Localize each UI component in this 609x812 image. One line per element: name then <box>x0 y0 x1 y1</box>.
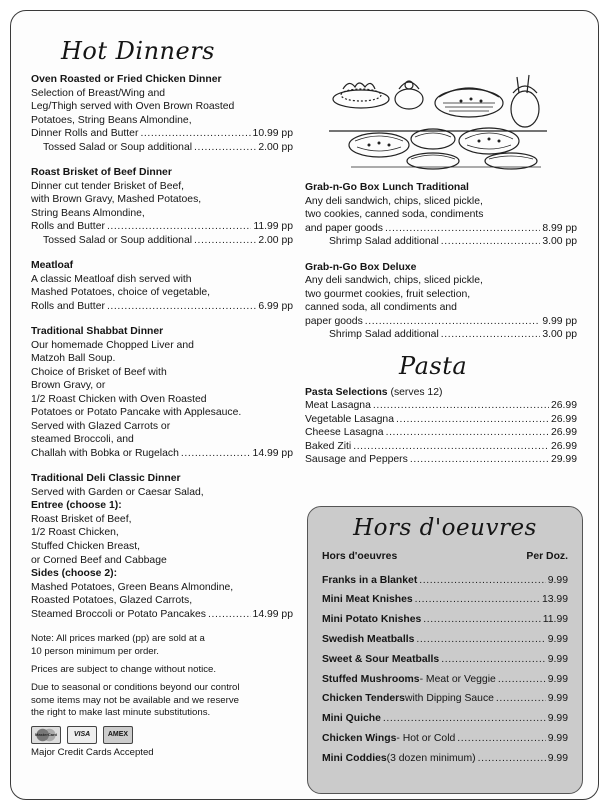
menu-item-deli <box>31 472 293 621</box>
mastercard-icon <box>31 726 61 744</box>
price-row <box>31 127 293 141</box>
addon-label: Tossed Salad or Soup additional <box>43 141 193 153</box>
item-desc: 1/2 Roast Chicken, <box>31 527 119 539</box>
addon-price: 2.00 pp <box>258 141 293 153</box>
leader-dots <box>419 574 545 588</box>
addon-row <box>305 328 577 342</box>
hors-doeuvres-title: Hors d'oeuvres <box>353 515 537 541</box>
item-desc: steamed Broccoli, and <box>31 434 134 446</box>
leader-dots <box>441 328 541 342</box>
leader-dots <box>385 222 540 236</box>
item-desc: Stuffed Chicken Breast, <box>31 540 140 552</box>
menu-item-meatloaf <box>31 259 293 313</box>
hors-doeuvres-list <box>308 550 582 765</box>
pasta-subtitle: Pasta Selections <box>305 386 388 398</box>
pasta-name: Baked Ziti <box>305 440 352 452</box>
notes <box>31 633 293 759</box>
price: 14.99 pp <box>252 608 293 620</box>
item-desc: Selection of Breast/Wing and <box>31 87 165 99</box>
list-item <box>322 692 568 706</box>
item-desc: with Brown Gravy, Mashed Potatoes, <box>31 194 202 206</box>
menu-item-box-lunch-traditional <box>305 181 577 249</box>
hors-price: 13.99 <box>541 594 568 606</box>
item-desc: Choice of Brisket of Beef with <box>31 366 167 378</box>
note-line: some items may not be available and we reserve <box>31 694 239 706</box>
leader-dots <box>107 220 251 234</box>
item-desc: Roast Brisket of Beef, <box>31 513 132 525</box>
leader-dots <box>496 692 546 706</box>
list-item <box>322 574 568 588</box>
entree-label: Entree (choose 1): <box>31 500 122 512</box>
leader-dots <box>423 613 540 627</box>
leader-dots <box>415 593 540 607</box>
leader-dots <box>365 315 541 329</box>
item-desc: Our homemade Chopped Liver and <box>31 339 194 351</box>
price: 6.99 pp <box>258 300 293 312</box>
price: 14.99 pp <box>252 447 293 459</box>
item-title: Grab-n-Go Box Lunch Traditional <box>305 182 469 193</box>
leader-dots <box>457 732 545 746</box>
cards-accepted-label: Major Credit Cards Accepted <box>31 746 154 758</box>
note-line: Due to seasonal or conditions beyond our control <box>31 682 240 694</box>
buffet-platters-illustration <box>321 69 553 177</box>
hors-extra: - Meat or Veggie <box>419 673 496 685</box>
pasta-section <box>305 386 577 467</box>
list-item <box>305 413 577 427</box>
price-row <box>31 447 293 461</box>
list-item <box>322 712 568 726</box>
list-item <box>322 613 568 627</box>
item-desc: String Beans Almondine, <box>31 207 145 219</box>
right-column <box>305 181 577 479</box>
leader-dots <box>383 712 546 726</box>
item-desc: Potatoes or Potato Pancake with Applesauce. <box>31 407 242 419</box>
leader-dots <box>194 234 256 248</box>
leader-dots <box>441 235 541 249</box>
item-desc: Any deli sandwich, chips, sliced pickle, <box>305 195 483 207</box>
hors-price: 9.99 <box>547 633 568 645</box>
item-desc: Served with Glazed Carrots or <box>31 420 171 432</box>
item-title: Grab-n-Go Box Deluxe <box>305 261 417 273</box>
item-desc: Brown Gravy, or <box>31 380 106 392</box>
addon-label: Shrimp Salad additional <box>329 329 439 341</box>
hors-extra: - Hot or Cold <box>396 733 456 745</box>
item-title: Meatloaf <box>31 260 74 272</box>
pasta-title: Pasta <box>399 351 468 380</box>
pasta-price: 26.99 <box>550 413 577 425</box>
list-item <box>322 593 568 607</box>
list-item <box>305 426 577 440</box>
item-desc: Mashed Potatoes, Green Beans Almondine, <box>31 581 234 593</box>
list-item <box>305 399 577 413</box>
note-line: Note: All prices marked (pp) are sold at a <box>31 633 205 645</box>
item-desc: Any deli sandwich, chips, sliced pickle, <box>305 275 483 287</box>
leader-dots <box>498 673 546 687</box>
item-title: Roast Brisket of Beef Dinner <box>31 167 172 179</box>
leader-dots <box>396 413 549 427</box>
hors-name: Mini Coddies <box>322 752 387 764</box>
list-item <box>322 752 568 766</box>
hors-col-name: Hors d'oeuvres <box>322 551 398 562</box>
hors-name: Franks in a Blanket <box>322 574 418 586</box>
hors-name: Mini Potato Knishes <box>322 614 422 626</box>
price-row <box>305 222 577 236</box>
item-desc: Roasted Potatoes, Glazed Carrots, <box>31 595 193 607</box>
price-label: Rolls and Butter <box>31 221 105 233</box>
item-desc: A classic Meatloaf dish served with <box>31 273 192 285</box>
pasta-name: Cheese Lasagna <box>305 427 384 439</box>
item-desc: two gourmet cookies, fruit selection, <box>305 288 471 300</box>
hors-name: Sweet & Sour Meatballs <box>322 653 440 665</box>
menu-item-shabbat <box>31 325 293 460</box>
pasta-price: 26.99 <box>550 400 577 412</box>
item-desc: two cookies, canned soda, condiments <box>305 209 484 221</box>
hors-header-row <box>322 550 568 564</box>
hors-price: 11.99 <box>542 614 568 626</box>
hors-doeuvres-panel <box>307 506 583 794</box>
pasta-name: Sausage and Peppers <box>305 454 408 466</box>
leader-dots <box>478 752 546 766</box>
leader-dots <box>386 426 549 440</box>
list-item <box>322 732 568 746</box>
pasta-price: 26.99 <box>550 427 577 439</box>
addon-price: 2.00 pp <box>258 234 293 246</box>
leader-dots <box>208 608 251 622</box>
note-minimum <box>31 633 293 658</box>
leader-dots <box>441 653 546 667</box>
hors-extra: (3 dozen minimum) <box>386 752 476 764</box>
pasta-name: Vegetable Lasagna <box>305 413 394 425</box>
item-title: Oven Roasted or Fried Chicken Dinner <box>31 74 222 85</box>
item-desc: Served with Garden or Caesar Salad, <box>31 486 204 498</box>
list-item <box>305 453 577 467</box>
leader-dots <box>373 399 549 413</box>
item-desc: Potatoes, String Beans Almondine, <box>31 114 192 126</box>
hors-name: Chicken Tenders <box>322 693 405 705</box>
addon-row <box>31 234 293 248</box>
note-line: 10 person minimum per order. <box>31 645 159 657</box>
item-title: Traditional Shabbat Dinner <box>31 326 164 338</box>
price: 11.99 pp <box>253 221 293 233</box>
leader-dots <box>410 453 549 467</box>
price: 9.99 pp <box>542 315 577 327</box>
item-desc: canned soda, all condiments and <box>305 302 457 314</box>
list-item <box>305 440 577 454</box>
hors-price: 9.99 <box>547 653 568 665</box>
hors-price: 9.99 <box>547 733 568 745</box>
leader-dots <box>416 633 545 647</box>
price-label: Steamed Broccoli or Potato Pancakes <box>31 608 207 620</box>
item-desc: 1/2 Roast Chicken with Oven Roasted <box>31 393 207 405</box>
price: 10.99 pp <box>252 128 293 140</box>
leader-dots <box>140 127 250 141</box>
card-label: MasterCard <box>34 732 57 738</box>
item-title: Traditional Deli Classic Dinner <box>31 473 181 485</box>
price-label: Rolls and Butter <box>31 300 105 312</box>
sides-label: Sides (choose 2): <box>31 568 118 580</box>
hors-price: 9.99 <box>547 693 568 705</box>
hors-extra: with Dipping Sauce <box>404 693 494 705</box>
addon-label: Shrimp Salad additional <box>329 236 439 248</box>
leader-dots <box>194 141 256 155</box>
pasta-subtitle-note: (serves 12) <box>390 386 443 398</box>
addon-row <box>305 235 577 249</box>
pasta-name: Meat Lasagna <box>305 400 371 412</box>
price-label: Dinner Rolls and Butter <box>31 128 139 140</box>
list-item <box>322 673 568 687</box>
hors-price: 9.99 <box>547 673 568 685</box>
note-substitutions <box>31 682 293 719</box>
pasta-price: 29.99 <box>550 454 577 466</box>
leader-dots <box>107 300 256 314</box>
hors-price: 9.99 <box>547 752 568 764</box>
price-row <box>305 315 577 329</box>
note-line: the right to make last minute substitutions. <box>31 707 211 719</box>
hot-dinners-title: Hot Dinners <box>61 37 215 65</box>
menu-page <box>10 10 599 800</box>
left-column <box>31 39 293 759</box>
item-desc: Mashed Potatoes, choice of vegetable, <box>31 287 211 299</box>
leader-dots <box>353 440 549 454</box>
pasta-price: 26.99 <box>550 440 577 452</box>
visa-icon: VISA <box>67 726 97 744</box>
price-label: Challah with Bobka or Rugelach <box>31 447 179 459</box>
hors-price: 9.99 <box>547 713 568 725</box>
list-item <box>322 653 568 667</box>
price-row <box>31 300 293 314</box>
item-desc: or Corned Beef and Cabbage <box>31 554 167 566</box>
item-desc: Dinner cut tender Brisket of Beef, <box>31 180 185 192</box>
hors-price: 9.99 <box>547 574 568 586</box>
note-prices: Prices are subject to change without notice. <box>31 664 217 676</box>
hors-name: Mini Meat Knishes <box>322 594 413 606</box>
list-item <box>322 633 568 647</box>
leader-dots <box>181 447 251 461</box>
menu-item-box-deluxe <box>305 261 577 342</box>
price: 8.99 pp <box>542 222 577 234</box>
menu-item-chicken <box>31 73 293 154</box>
pasta-subtitle-row <box>305 386 577 400</box>
addon-price: 3.00 pp <box>542 236 577 248</box>
price-row <box>31 220 293 234</box>
hors-name: Stuffed Mushrooms <box>322 673 420 685</box>
hors-name: Mini Quiche <box>322 713 381 725</box>
price-row <box>31 608 293 622</box>
item-desc: Leg/Thigh served with Oven Brown Roasted <box>31 101 235 113</box>
hors-col-price: Per Doz. <box>526 551 568 562</box>
credit-card-logos <box>31 726 293 744</box>
item-desc: Matzoh Ball Soup. <box>31 353 116 365</box>
hors-name: Swedish Meatballs <box>322 633 415 645</box>
price-label: and paper goods <box>305 222 383 234</box>
amex-icon: AMEX <box>103 726 133 744</box>
menu-item-brisket <box>31 166 293 247</box>
addon-label: Tossed Salad or Soup additional <box>43 234 193 246</box>
addon-price: 3.00 pp <box>542 329 577 341</box>
price-label: paper goods <box>305 315 363 327</box>
hors-name: Chicken Wings <box>322 733 397 745</box>
addon-row <box>31 141 293 155</box>
